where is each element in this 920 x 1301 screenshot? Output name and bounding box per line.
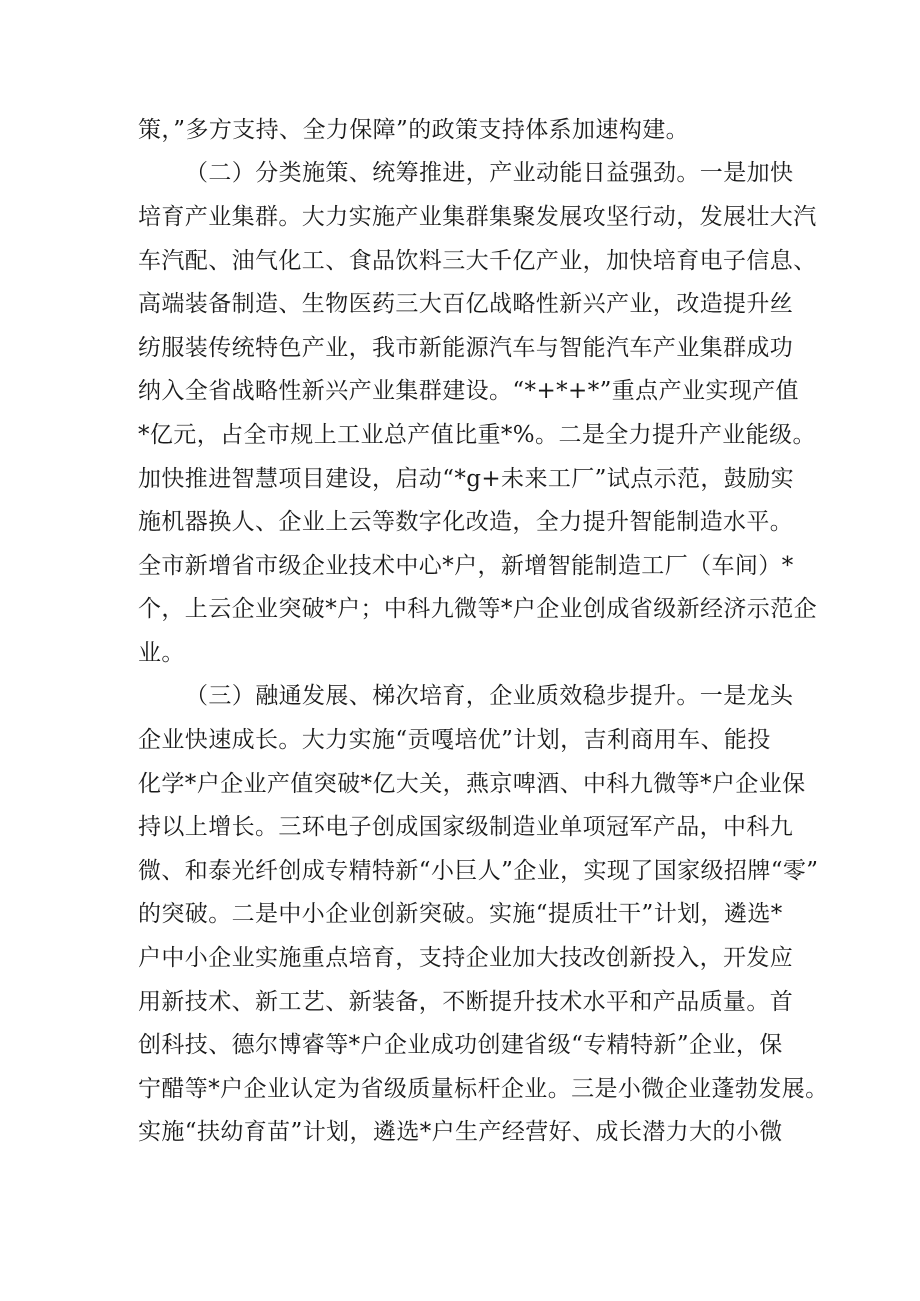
section-heading-line: （二）分类施策、统筹推进，产业动能日益强劲。一是加快 bbox=[185, 160, 794, 186]
text-line: 企业快速成长。大力实施“贡嘎培优”计划，吉利商用车、能投 bbox=[138, 727, 771, 753]
text-line: 户中小企业实施重点培育，支持企业加大技改创新投入，开发应 bbox=[138, 945, 794, 971]
text-line: 个，上云企业突破*户；中科九微等*户企业创成省级新经济示范企 bbox=[138, 596, 817, 622]
text-line: 创科技、德尔博睿等*户企业成功创建省级“专精特新”企业，保 bbox=[138, 1032, 783, 1058]
text-line: 用新技术、新工艺、新装备，不断提升技术水平和产品质量。首 bbox=[138, 989, 794, 1015]
text-line: 纺服装传统特色产业，我市新能源汽车与智能汽车产业集群成功 bbox=[138, 335, 794, 361]
section-heading-line: （三）融通发展、梯次培育，企业质效稳步提升。一是龙头 bbox=[185, 683, 794, 709]
text-line: 纳入全省战略性新兴产业集群建设。“*+*+*”重点产业实现产值 bbox=[138, 378, 799, 404]
text-line: *亿元，占全市规上工业总产值比重*%。二是全力提升产业能级。 bbox=[138, 422, 816, 448]
text-line: 车汽配、油气化工、食品饮料三大千亿产业，加快培育电子信息、 bbox=[138, 248, 817, 274]
text-line: 化学*户企业产值突破*亿大关，燕京啤酒、中科九微等*户企业保 bbox=[138, 771, 806, 797]
text-line: 业。 bbox=[138, 640, 185, 666]
text-line: 高端装备制造、生物医药三大百亿战略性新兴产业，改造提升丝 bbox=[138, 291, 794, 317]
text-line: 宁醋等*户企业认定为省级质量标杆企业。三是小微企业蓬勃发展。 bbox=[138, 1076, 829, 1102]
text-line: 微、和泰光纤创成专精特新“小巨人”企业，实现了国家级招牌“零” bbox=[138, 858, 819, 884]
text-line: 实施“扶幼育苗”计划，遴选*户生产经营好、成长潜力大的小微 bbox=[138, 1119, 783, 1145]
text-line: 培育产业集群。大力实施产业集群集聚发展攻坚行动，发展壮大汽 bbox=[138, 204, 817, 230]
text-line: 施机器换人、企业上云等数字化改造，全力提升智能制造水平。 bbox=[138, 509, 794, 535]
text-line: 加快推进智慧项目建设，启动“*g+未来工厂”试点示范，鼓励实 bbox=[138, 466, 795, 492]
text-line: 的突破。二是中小企业创新突破。实施“提质壮干”计划，遴选* bbox=[138, 901, 783, 927]
text-line: 全市新增省市级企业技术中心*户，新增智能制造工厂（车间）* bbox=[138, 553, 794, 579]
text-line: 持以上增长。三环电子创成国家级制造业单项冠军产品，中科九 bbox=[138, 814, 794, 840]
text-line: 策，”多方支持、全力保障”的政策支持体系加速构建。 bbox=[138, 117, 690, 143]
